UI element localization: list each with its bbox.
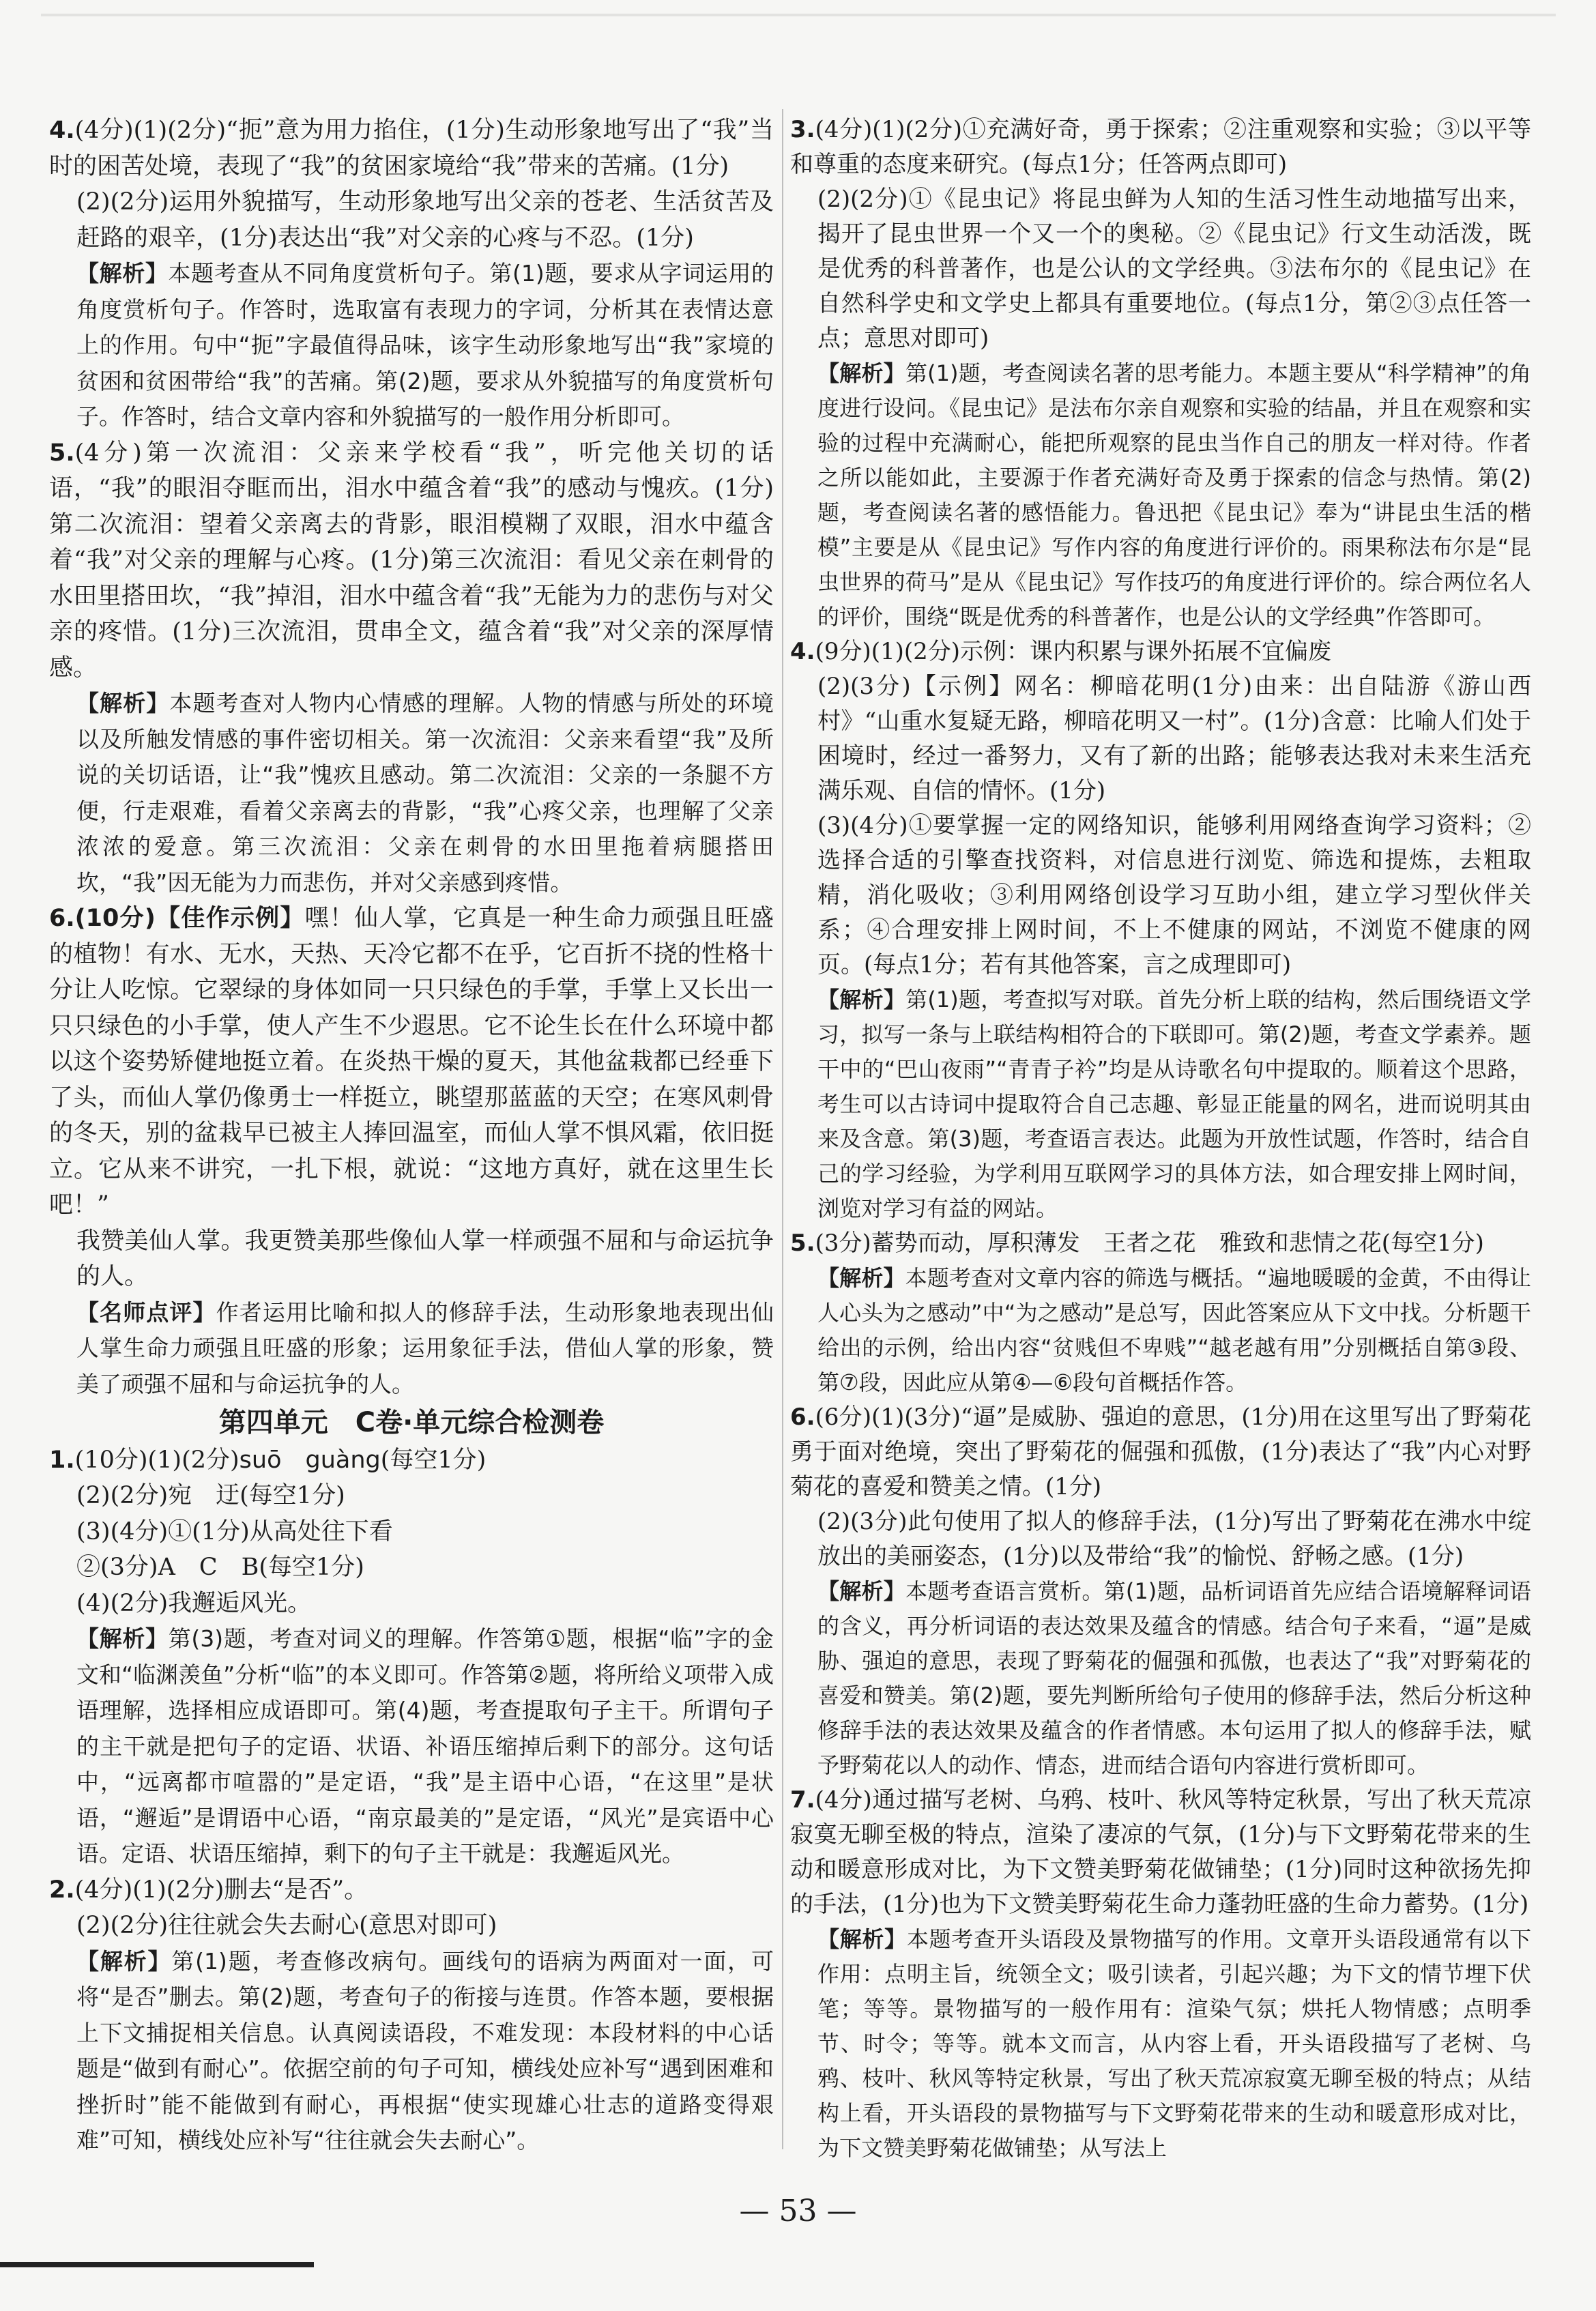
question-number: 5. bbox=[790, 1230, 815, 1257]
question-number: 1. bbox=[49, 1446, 75, 1474]
answer-c5 bbox=[790, 1226, 1531, 1400]
column-divider bbox=[782, 109, 783, 2149]
right-column bbox=[790, 113, 1531, 2166]
analysis-text: 本题考查语言赏析。第(1)题，品析词语首先应结合语境解释词语的含义，再分析词语的表达效果及蕴含的情感。结合句子来看，“逼”是威胁、强迫的意思，表现了野菊花的倔强和孤傲，也表达了“我”对野菊花的喜爱和赞美。第(2)题，要先判断所给句子使用的修辞手法，然后分析这种修辞手法的表达效果及蕴含的作者情感。本句运用了拟人的修辞手法，赋予野菊花以人的动作、情态，进而结合语句内容进行赏析即可。 bbox=[817, 1578, 1531, 1778]
answer-text: (3分)蓄势而动，厚积薄发 王者之花 雅致和悲情之花(每空1分) bbox=[815, 1230, 1484, 1257]
analysis bbox=[49, 686, 774, 901]
answer-c4 bbox=[790, 635, 1531, 1226]
analysis-text: 本题考查对人物内心情感的理解。人物的情感与所处的环境以及所触发情感的事件密切相关。第一次流泪：父亲来看望“我”及所说的关切话语，让“我”愧疚且感动。第二次流泪：父亲的一条腿不方便，行走艰难，看着父亲离去的背影，“我”心疼父亲，也理解了父亲浓浓的爱意。第三次流泪：父亲在刺骨的水田里拖着病腿搭田坎，“我”因无能为力而悲伤，并对父亲感到疼惜。 bbox=[76, 690, 774, 896]
top-edge-line bbox=[41, 14, 1556, 16]
answer-text: (3)(4分)①要掌握一定的网络知识，能够利用网络查询学习资料；②选择合适的引擎查找资料，对信息进行浏览、筛选和提炼，去粗取精，消化吸收；③利用网络创设学习互助小组，建立学习型伙伴关系；④合理安排上网时间，不上不健康的网站，不浏览不健康的网页。(每点1分；若有其他答案，言之成理即可) bbox=[817, 812, 1531, 978]
answer-text: (4)(2分)我邂逅风光。 bbox=[76, 1589, 312, 1617]
analysis bbox=[790, 1261, 1531, 1400]
answer-c1 bbox=[49, 1442, 774, 1872]
sample-tag: (10分)【佳作示例】 bbox=[74, 905, 305, 932]
answer-text: (9分)(1)(2分)示例：课内积累与课外拓展不宜偏废 bbox=[815, 638, 1332, 665]
analysis-tag: 【解析】 bbox=[76, 690, 170, 716]
answer-6 bbox=[49, 901, 774, 1402]
answer-c2 bbox=[49, 1872, 774, 2159]
comment-tag: 【名师点评】 bbox=[76, 1298, 216, 1326]
answer-text: (2)(2分)往往就会失去耐心(意思对即可) bbox=[76, 1912, 497, 1939]
page-number: — 53 — bbox=[739, 2194, 857, 2228]
answer-text: (4分)(1)(2分)①充满好奇，勇于探索；②注重观察和实验；③以平等和尊重的态度来研究。(每点1分；任答两点即可) bbox=[790, 116, 1531, 178]
teacher-comment bbox=[49, 1295, 774, 1403]
analysis-text: 第(1)题，考查阅读名著的思考能力。本题主要从“科学精神”的角度进行设问。《昆虫记》是法布尔亲自观察和实验的结晶，并且在观察和实验的过程中充满耐心，能把所观察的昆虫当作自己的朋友一样对待。作者之所以能如此，主要源于作者充满好奇及勇于探索的信念与热情。第(2)题，考查阅读名著的感悟能力。鲁迅把《昆虫记》奉为“讲昆虫生活的楷模”主要是从《昆虫记》写作内容的角度进行评价的。雨果称法布尔是“昆虫世界的荷马”是从《昆虫记》写作技巧的角度进行评价的。综合两位名人的评价，围绕“既是优秀的科普著作，也是公认的文学经典”作答即可。 bbox=[817, 360, 1531, 630]
answer-text: (2)(2分)①《昆虫记》将昆虫鲜为人知的生活习性生动地描写出来，揭开了昆虫世界一个又一个的奥秘。②《昆虫记》行文生动活泼，既是优秀的科普著作，也是公认的文学经典。③法布尔的《昆虫记》在自然科学史和文学史上都具有重要地位。(每点1分，第②③点任答一点；意思对即可) bbox=[817, 186, 1531, 352]
analysis-tag: 【解析】 bbox=[76, 1947, 172, 1975]
answer-text: ②(3分)A C B(每空1分) bbox=[76, 1554, 364, 1581]
analysis-text: 本题考查从不同角度赏析句子。第(1)题，要求从字词运用的角度赏析句子。作答时，选取富有表现力的字词，分析其在表情达意上的作用。句中“扼”字最值得品味，该字生动形象地写出“我”家境的贫困和贫困带给“我”的苦痛。第(2)题，要求从外貌描写的角度赏析句子。作答时，结合文章内容和外貌描写的一般作用分析即可。 bbox=[76, 260, 774, 430]
analysis-tag: 【解析】 bbox=[817, 360, 905, 386]
analysis-text: 本题考查对文章内容的筛选与概括。“遍地暖暖的金黄，不由得让人心头为之感动”中“为之感动”是总写，因此答案应从下文中找。分析题干给出的示例，给出内容“贫贱但不卑贱”“越老越有用”分别概括自第③段、第⑦段，因此应从第④—⑥段句首概括作答。 bbox=[817, 1265, 1531, 1395]
answer-text: (4分)第一次流泪：父亲来学校看“我”，听完他关切的话语，“我”的眼泪夺眶而出，泪水中蕴含着“我”的感动与愧疚。(1分)第二次流泪：望着父亲离去的背影，眼泪模糊了双眼，泪水中蕴含着“我”对父亲的理解与心疼。(1分)第三次流泪：看见父亲在刺骨的水田里搭田坎，“我”掉泪，泪水中蕴含着“我”无能为力的悲伤与对父亲的疼惜。(1分)三次流泪，贯串全文，蕴含着“我”对父亲的深厚情感。 bbox=[49, 439, 774, 682]
answer-text: (2)(3分)此句使用了拟人的修辞手法，(1分)写出了野菊花在沸水中绽放出的美丽姿态，(1分)以及带给“我”的愉悦、舒畅之感。(1分) bbox=[817, 1508, 1531, 1570]
answer-text: (3)(4分)①(1分)从高处往下看 bbox=[76, 1517, 393, 1545]
sample-essay-ending: 我赞美仙人掌。我更赞美那些像仙人掌一样顽强不屈和与命运抗争的人。 bbox=[76, 1227, 774, 1290]
question-number: 7. bbox=[790, 1786, 815, 1814]
answer-text: (4分)通过描写老树、乌鸦、枝叶、秋风等特定秋景，写出了秋天荒凉寂寞无聊至极的特点，渲染了凄凉的气氛，(1分)与下文野菊花带来的生动和暖意形成对比，为下文赞美野菊花做铺垫；(1分)同时这种欲扬先抑的手法，(1分)也为下文赞美野菊花生命力蓬勃旺盛的生命力蓄势。(1分) bbox=[790, 1786, 1531, 1918]
analysis-text: 本题考查开头语段及景物描写的作用。文章开头语段通常有以下作用：点明主旨，统领全文；吸引读者，引起兴趣；为下文的情节埋下伏笔；等等。景物描写的一般作用有：渲染气氛；烘托人物情感；点明季节、时令；等等。就本文而言，从内容上看，开头语段描写了老树、乌鸦、枝叶、秋风等特定秋景，写出了秋天荒凉寂寞无聊至极的特点；从结构上看，开头语段的景物描写与下文野菊花带来的生动和暖意形成对比，为下文赞美野菊花做铺垫；从写法上 bbox=[817, 1926, 1531, 2161]
answer-text: (4分)(1)(2分)删去“是否”。 bbox=[74, 1876, 368, 1904]
answer-c3 bbox=[790, 113, 1531, 635]
analysis-text: 第(1)题，考查修改病句。画线句的语病为两面对一面，可将“是否”删去。第(2)题，考查句子的衔接与连贯。作答本题，要根据上下文捕捉相关信息。认真阅读语段，不难发现：本段材料的中心话题是“做到有耐心”。依据空前的句子可知，横线处应补写“遇到困难和挫折时”能不能做到有耐心，再根据“使实现雄心壮志的道路变得艰难”可知，横线处应补写“往往就会失去耐心”。 bbox=[76, 1947, 774, 2153]
answer-c7 bbox=[790, 1783, 1531, 2166]
answer-text: (10分)(1)(2分) bbox=[74, 1446, 240, 1474]
question-number: 6. bbox=[49, 905, 75, 932]
answer-text: (4分)(1)(2分)“扼”意为用力掐住，(1分)生动形象地写出了“我”当时的困苦处境，表现了“我”的贫困家境给“我”带来的苦痛。(1分) bbox=[49, 117, 774, 180]
question-number: 3. bbox=[790, 116, 815, 143]
answer-text: (2)(3分)【示例】网名：柳暗花明(1分)由来：出自陆游《游山西村》“山重水复疑无路，柳暗花明又一村”。(1分)含意：比喻人们处于困境时，经过一番努力，又有了新的出路；能够表达我对未来生活充满乐观、自信的情怀。(1分) bbox=[817, 673, 1531, 804]
question-number: 6. bbox=[790, 1404, 815, 1431]
left-column bbox=[49, 113, 774, 2159]
analysis bbox=[790, 356, 1531, 635]
question-number: 4. bbox=[49, 117, 75, 144]
analysis bbox=[49, 1944, 774, 2159]
analysis-tag: 【解析】 bbox=[817, 1578, 906, 1604]
answer-4 bbox=[49, 113, 774, 435]
sample-essay: 嘿！仙人掌，它真是一种生命力顽强且旺盛的植物！有水、无水，天热、天冷它都不在乎，它百折不挠的性格十分让人吃惊。它翠绿的身体如同一只只绿色的手掌，手掌上又长出一只只绿色的小手掌，使人产生不少遐思。它不论生长在什么环境中都以这个姿势矫健地挺立着。在炎热干燥的夏天，其他盆栽都已经垂下了头，而仙人掌仍像勇士一样挺立，眺望那蓝蓝的天空；在寒风刺骨的冬天，别的盆栽早已被主人捧回温室，而仙人掌不惧风霜，依旧挺立。它从来不讲究，一扎下根，就说：“这地方真好，就在这里生长吧！” bbox=[49, 905, 774, 1219]
answer-c6 bbox=[790, 1400, 1531, 1783]
answer-text: (6分)(1)(3分)“逼”是威胁、强迫的意思，(1分)用在这里写出了野菊花勇于面对绝境，突出了野菊花的倔强和孤傲，(1分)表达了“我”内心对野菊花的喜爱和赞美之情。(1分) bbox=[790, 1404, 1531, 1500]
analysis-text: 第(1)题，考查拟写对联。首先分析上联的结构，然后围绕语文学习，拟写一条与上联结构相符合的下联即可。第(2)题，考查文学素养。题干中的“巴山夜雨”“青青子衿”均是从诗歌名句中提取的。顺着这个思路，考生可以古诗词中提取符合自己志趣、彰显正能量的网名，进而说明其由来及含意。第(3)题，考查语言表达。此题为开放性试题，作答时，结合自己的学习经验，为学利用互联网学习的具体方法，如合理安排上网时间，浏览对学习有益的网站。 bbox=[817, 987, 1531, 1221]
analysis bbox=[790, 1574, 1531, 1783]
answer-text: (2)(2分)宛 迂(每空1分) bbox=[76, 1482, 345, 1509]
answer-text: (每空1分) bbox=[380, 1446, 487, 1474]
section-title: 第四单元 C卷·单元综合检测卷 bbox=[218, 1407, 605, 1438]
analysis-tag: 【解析】 bbox=[76, 1625, 169, 1652]
analysis bbox=[790, 983, 1531, 1226]
bottom-scan-bar bbox=[0, 2262, 314, 2267]
question-number: 5. bbox=[49, 439, 75, 467]
pinyin-answer: suō guàng bbox=[239, 1446, 381, 1474]
analysis-tag: 【解析】 bbox=[817, 987, 906, 1013]
question-number: 4. bbox=[790, 638, 815, 665]
analysis-tag: 【解析】 bbox=[76, 260, 169, 287]
comment-text: 作者运用比喻和拟人的修辞手法，生动形象地表现出仙人掌生命力顽强且旺盛的形象；运用象征手法，借仙人掌的形象，赞美了顽强不屈和与命运抗争的人。 bbox=[76, 1298, 774, 1397]
answer-5 bbox=[49, 435, 774, 901]
question-number: 2. bbox=[49, 1876, 75, 1904]
analysis-tag: 【解析】 bbox=[817, 1265, 905, 1291]
analysis bbox=[49, 256, 774, 435]
answer-text: (2)(2分)运用外貌描写，生动形象地写出父亲的苍老、生活贫苦及赶路的艰辛，(1分)表达出“我”对父亲的心疼与不忍。(1分) bbox=[76, 188, 774, 252]
analysis bbox=[790, 1922, 1531, 2166]
analysis-text: 第(3)题，考查对词义的理解。作答第①题，根据“临”字的金文和“临渊羡鱼”分析“临”的本义即可。作答第②题，将所给义项带入成语理解，选择相应成语即可。第(4)题，考查提取句子主干。所谓句子的主干就是把句子的定语、状语、补语压缩掉后剩下的部分。这句话中，“远离都市喧嚣的”是定语，“我”是主语中心语，“在这里”是状语，“邂逅”是谓语中心语，“南京最美的”是定语，“风光”是宾语中心语。定语、状语压缩掉，剩下的句子主干就是：我邂逅风光。 bbox=[76, 1625, 774, 1867]
analysis bbox=[49, 1621, 774, 1872]
analysis-tag: 【解析】 bbox=[817, 1926, 907, 1952]
